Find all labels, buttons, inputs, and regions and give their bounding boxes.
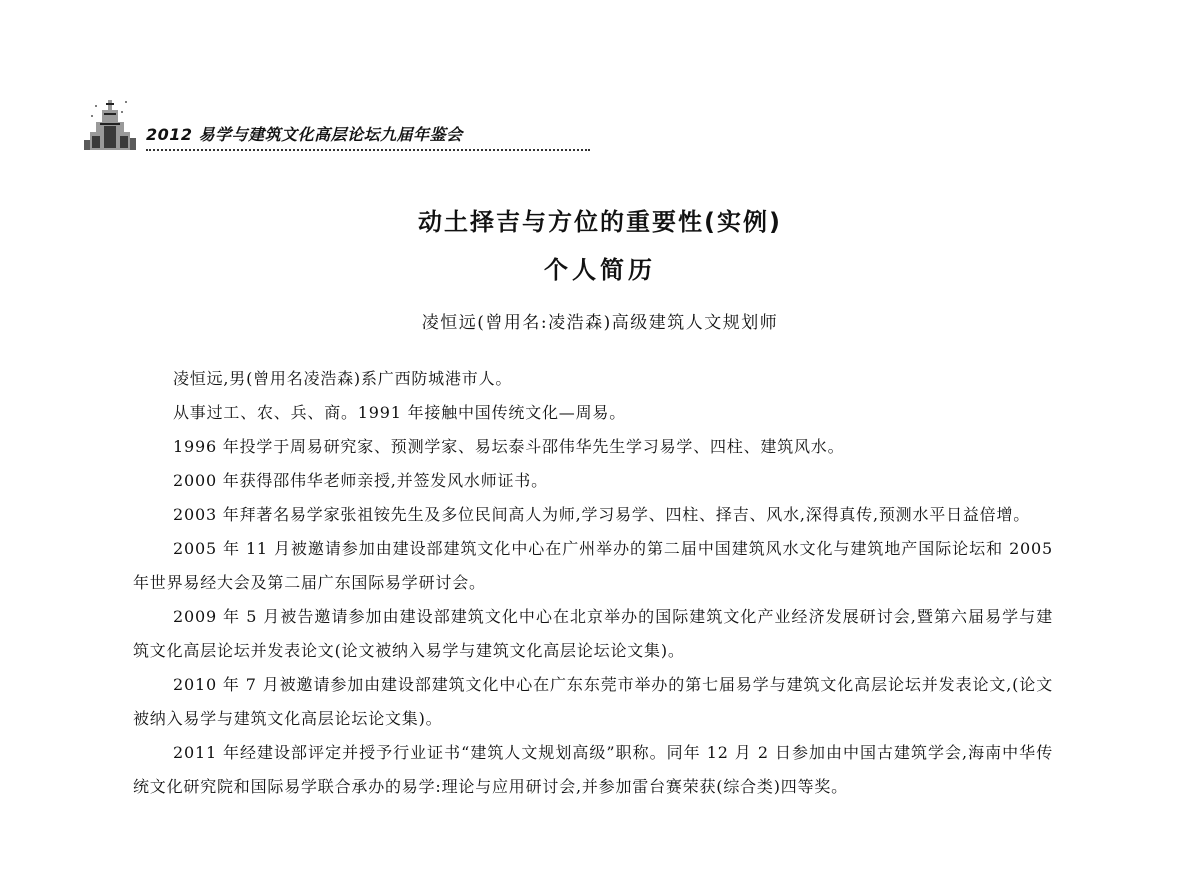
- paragraph: 2011 年经建设部评定并授予行业证书“建筑人文规划高级”职称。同年 12 月 2 日参加由中国古建筑学会,海南中华传统文化研究院和国际易学联合承办的易学:理论与应用研讨会,并参加雷台赛荣获(综合类)四等奖。: [133, 743, 1053, 796]
- paragraph: 凌恒远,男(曾用名凌浩森)系广西防城港市人。: [173, 369, 513, 388]
- running-header-title: 2012 易学与建筑文化高层论坛九届年鉴会: [146, 125, 463, 144]
- paragraph: 1996 年投学于周易研究家、预测学家、易坛泰斗邵伟华先生学习易学、四柱、建筑风水。: [173, 437, 845, 456]
- paragraph: 2009 年 5 月被告邀请参加由建设部建筑文化中心在北京举办的国际建筑文化产业经济发展研讨会,暨第六届易学与建筑文化高层论坛并发表论文(论文被纳入易学与建筑文化高层论坛论文集)。: [133, 607, 1053, 660]
- paragraph: 2000 年获得邵伟华老师亲授,并签发风水师证书。: [173, 471, 548, 490]
- article-title: 动土择吉与方位的重要性(实例): [418, 208, 782, 236]
- header-divider: [146, 149, 590, 151]
- pagoda-logo-icon: [82, 92, 138, 150]
- running-header: [82, 92, 512, 152]
- paragraph: 2010 年 7 月被邀请参加由建设部建筑文化中心在广东东莞市举办的第七届易学与建筑文化高层论坛并发表论文,(论文被纳入易学与建筑文化高层论坛论文集)。: [133, 675, 1053, 728]
- article-body: [133, 362, 1053, 804]
- paragraph: 2005 年 11 月被邀请参加由建设部建筑文化中心在广州举办的第二届中国建筑风水文化与建筑地产国际论坛和 2005 年世界易经大会及第二届广东国际易学研讨会。: [133, 539, 1053, 592]
- paragraph: 从事过工、农、兵、商。1991 年接触中国传统文化—周易。: [173, 403, 627, 422]
- article-subtitle: 个人简历: [544, 256, 656, 284]
- paragraph: 2003 年拜著名易学家张祖铵先生及多位民间高人为师,学习易学、四柱、择吉、风水,深得真传,预测水平日益倍增。: [173, 505, 1031, 524]
- author-line: 凌恒远(曾用名:凌浩森)高级建筑人文规划师: [421, 313, 779, 333]
